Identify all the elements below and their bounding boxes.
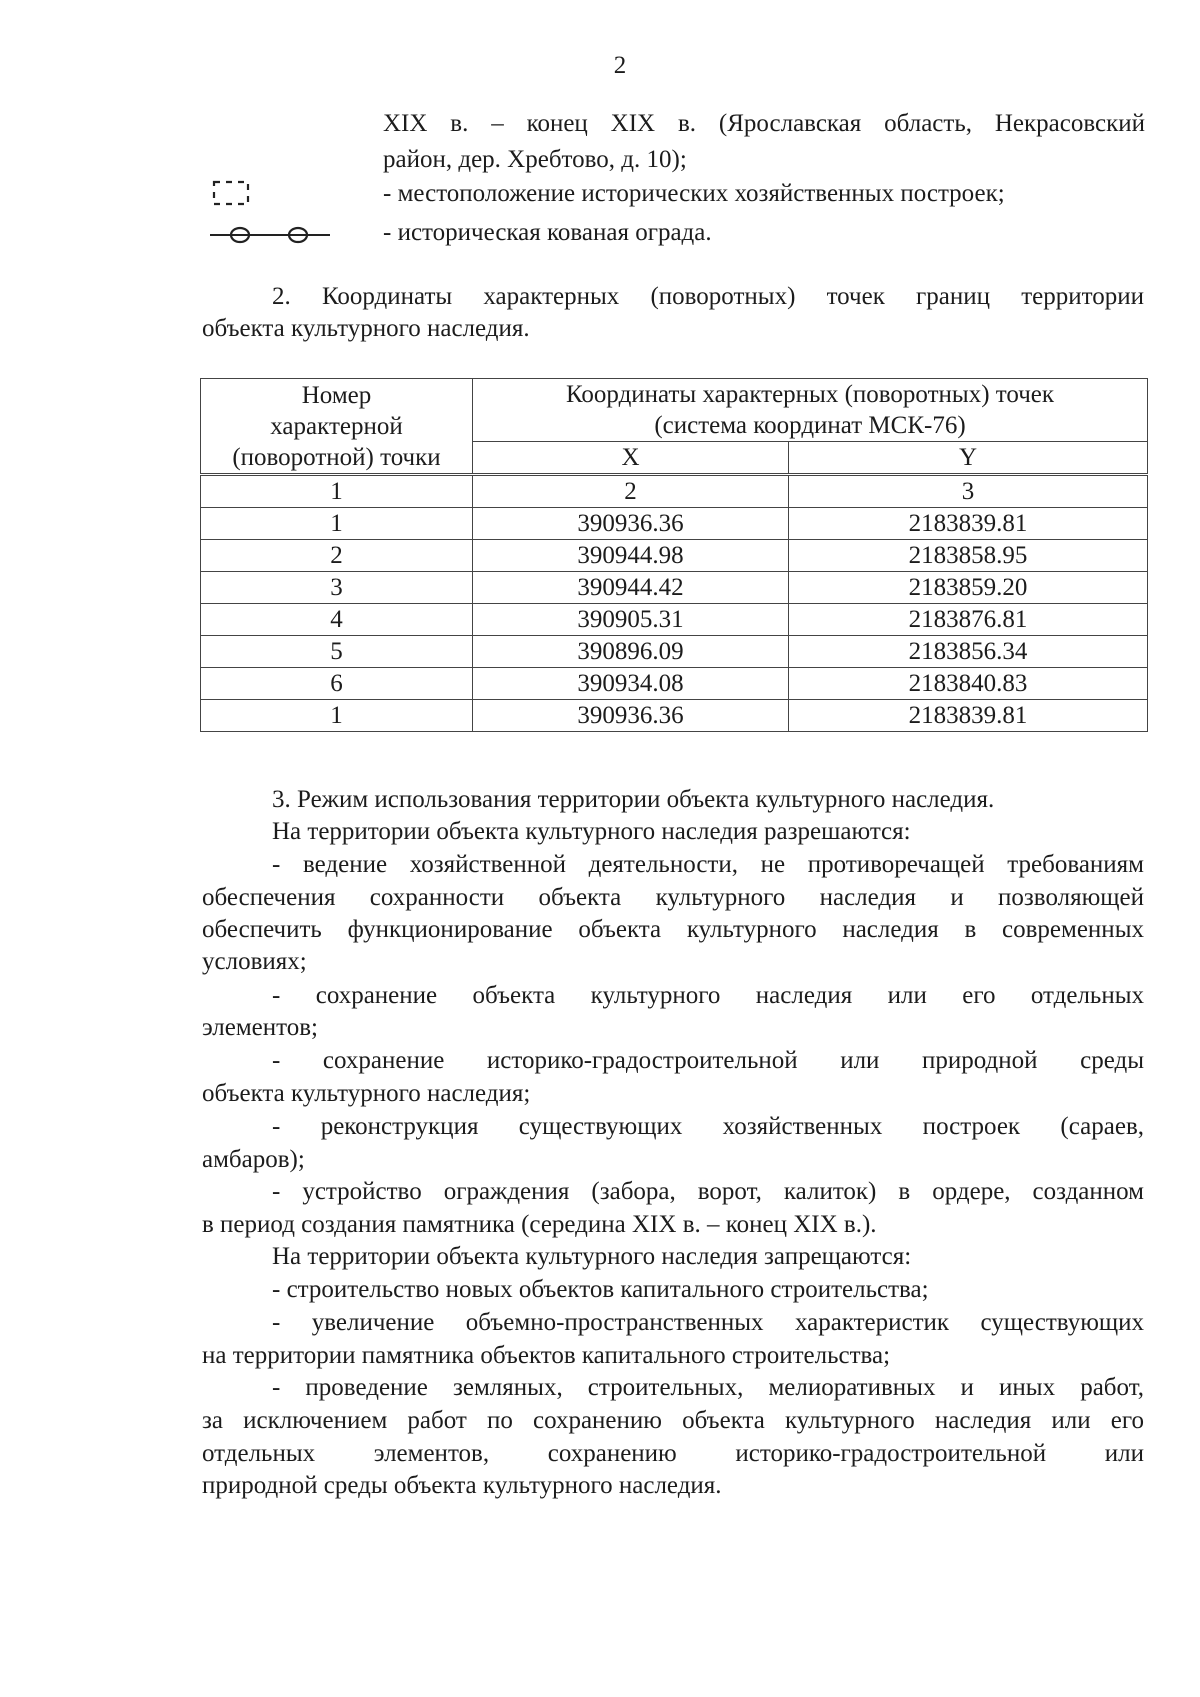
header-coordinates: Координаты характерных (поворотных) точек (система координат МСК-76) bbox=[473, 379, 1148, 442]
allowed-1-line-2: обеспечения сохранности объекта культурного наследия и позволяющей bbox=[202, 884, 1144, 911]
table-row: 1 390936.36 2183839.81 bbox=[201, 700, 1148, 732]
legend-continued-line-2: район, дер. Хребтово, д. 10); bbox=[383, 146, 687, 173]
allowed-1-line-3: обеспечить функционирование объекта культурного наследия в современных bbox=[202, 916, 1144, 943]
section3-title: 3. Режим использования территории объекта культурного наследия. bbox=[272, 786, 995, 813]
allowed-intro: На территории объекта культурного наследия разрешаются: bbox=[272, 818, 911, 845]
allowed-1-line-1: - ведение хозяйственной деятельности, не противоречащей требованиям bbox=[272, 851, 1144, 878]
table-row: 6 390934.08 2183840.83 bbox=[201, 668, 1148, 700]
allowed-4-line-1: - реконструкция существующих хозяйственных построек (сараев, bbox=[272, 1113, 1144, 1140]
legend-item-buildings: - местоположение исторических хозяйственных построек; bbox=[383, 180, 1005, 207]
legend-continued-line-1: XIX в. – конец XIX в. (Ярославская область, Некрасовский bbox=[383, 110, 1145, 137]
table-row: 2 390944.98 2183858.95 bbox=[201, 540, 1148, 572]
coordinates-table bbox=[200, 378, 1148, 732]
forbidden-3-line-1: - проведение земляных, строительных, мелиоративных и иных работ, bbox=[272, 1374, 1144, 1401]
allowed-5-line-2: в период создания памятника (середина XIX в. – конец XIX в.). bbox=[202, 1211, 877, 1238]
legend-item-fence: - историческая кованая ограда. bbox=[383, 219, 712, 246]
allowed-2-line-2: элементов; bbox=[202, 1014, 318, 1041]
table-row: 5 390896.09 2183856.34 bbox=[201, 636, 1148, 668]
forbidden-3-line-3: отдельных элементов, сохранению историко-градостроительной или bbox=[202, 1440, 1144, 1467]
table-row: 1 390936.36 2183839.81 bbox=[201, 508, 1148, 540]
section2-line-1: 2. Координаты характерных (поворотных) точек границ территории bbox=[272, 283, 1144, 310]
allowed-1-line-4: условиях; bbox=[202, 948, 307, 975]
allowed-4-line-2: амбаров); bbox=[202, 1146, 305, 1173]
section2-line-2: объекта культурного наследия. bbox=[202, 315, 530, 342]
table-index-row: 1 2 3 bbox=[201, 475, 1148, 508]
allowed-2-line-1: - сохранение объекта культурного наследия или его отдельных bbox=[272, 982, 1144, 1009]
fence-icon bbox=[210, 224, 330, 246]
forbidden-3-line-2: за исключением работ по сохранению объекта культурного наследия или его bbox=[202, 1407, 1144, 1434]
forbidden-1-line-1: - строительство новых объектов капитального строительства; bbox=[272, 1276, 929, 1303]
dashed-square-icon bbox=[212, 180, 250, 206]
header-x: X bbox=[473, 442, 789, 475]
forbidden-2-line-2: на территории памятника объектов капитального строительства; bbox=[202, 1342, 891, 1369]
forbidden-intro: На территории объекта культурного наследия запрещаются: bbox=[272, 1243, 912, 1270]
table-row: 4 390905.31 2183876.81 bbox=[201, 604, 1148, 636]
forbidden-2-line-1: - увеличение объемно-пространственных характеристик существующих bbox=[272, 1309, 1144, 1336]
allowed-3-line-1: - сохранение историко-градостроительной или природной среды bbox=[272, 1047, 1144, 1074]
header-y: Y bbox=[789, 442, 1148, 475]
allowed-5-line-1: - устройство ограждения (забора, ворот, калиток) в ордере, созданном bbox=[272, 1178, 1144, 1205]
table-row: 3 390944.42 2183859.20 bbox=[201, 572, 1148, 604]
forbidden-3-line-4: природной среды объекта культурного наследия. bbox=[202, 1472, 722, 1499]
header-point-number: Номер характерной (поворотной) точки bbox=[201, 379, 473, 475]
page-number: 2 bbox=[613, 52, 627, 79]
allowed-3-line-2: объекта культурного наследия; bbox=[202, 1080, 531, 1107]
